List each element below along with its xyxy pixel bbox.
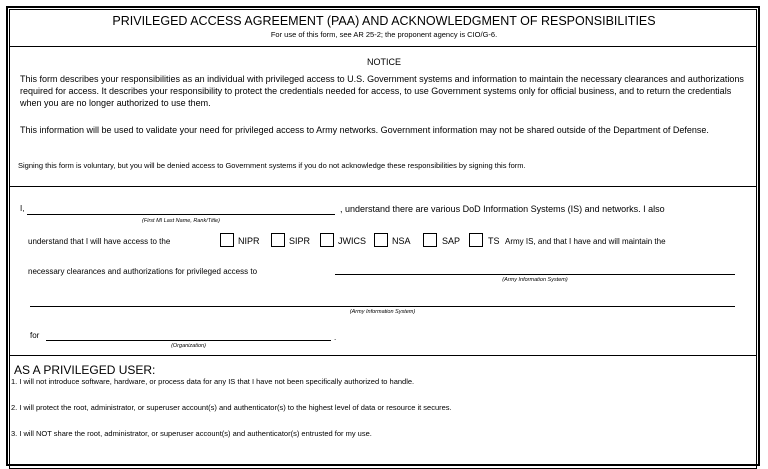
army-is-field-2[interactable] — [30, 306, 735, 307]
sap-label: SAP — [442, 236, 461, 246]
sap-checkbox[interactable] — [423, 233, 437, 247]
period: . — [334, 333, 337, 342]
divider — [9, 186, 757, 187]
jwics-checkbox[interactable] — [320, 233, 334, 247]
form-title: PRIVILEGED ACCESS AGREEMENT (PAA) AND ACKNOWLEDGMENT OF RESPONSIBILITIES — [112, 14, 656, 28]
army-is-caption: (Army Information System) — [502, 277, 568, 283]
notice-paragraph-2: This information will be used to validate your need for privileged access to Army networks. Government information may not be shared outside of the Department of Defense. — [20, 125, 709, 135]
organization-caption: (Organization) — [171, 343, 206, 349]
notice-paragraph-3: Signing this form is voluntary, but you will be denied access to Government systems if you do not acknowledge these responsibilities by signing this form. — [18, 161, 526, 170]
understand-text: , understand there are various DoD Information Systems (IS) and networks. I also — [340, 204, 665, 214]
nsa-checkbox[interactable] — [374, 233, 388, 247]
name-field[interactable] — [27, 214, 335, 215]
jwics-label: JWICS — [338, 236, 366, 246]
sipr-checkbox[interactable] — [271, 233, 285, 247]
nipr-checkbox[interactable] — [220, 233, 234, 247]
list-item: 2. I will protect the root, administrator, or superuser account(s) and authenticator(s) to the highest level of data or resource it secures. — [11, 403, 452, 412]
name-caption: (First MI Last Name, Rank/Title) — [142, 218, 220, 224]
organization-field[interactable] — [46, 340, 331, 341]
notice-paragraph-1: This form describes your responsibilities as an individual with privileged access to U.S. Government systems and information to maintain the necessary clearances and authorizations required for access. It describes your responsibility to protect the credentials needed for access, to use Government systems only for official business, and to return the credentials when you are no longer authorized to use them. — [20, 74, 744, 108]
army-is-field[interactable] — [335, 274, 735, 275]
army-is-caption-2: (Army Information System) — [349, 309, 416, 315]
army-text: Army IS, and that I have and will maintain the — [505, 237, 666, 246]
privileged-user-heading: AS A PRIVILEGED USER: — [14, 363, 156, 377]
form-subtitle: For use of this form, see AR 25-2; the proponent agency is CIO/G-6. — [270, 30, 498, 39]
nsa-label: NSA — [392, 236, 411, 246]
ts-label: TS — [488, 236, 500, 246]
divider — [9, 355, 757, 356]
list-item: 1. I will not introduce software, hardware, or process data for any IS that I have not been specifically authorized to handle. — [11, 377, 415, 386]
clearances-text: necessary clearances and authorizations for privileged access to — [28, 267, 258, 276]
i-label: I, — [20, 204, 25, 213]
divider — [9, 46, 757, 47]
list-item: 3. I will NOT share the root, administrator, or superuser account(s) and authenticator(s) entrusted for my use. — [11, 429, 372, 438]
nipr-label: NIPR — [238, 236, 260, 246]
for-label: for — [30, 331, 40, 340]
ts-checkbox[interactable] — [469, 233, 483, 247]
notice-heading: NOTICE — [366, 57, 401, 67]
access-text: understand that I will have access to the — [28, 237, 171, 246]
sipr-label: SIPR — [289, 236, 311, 246]
